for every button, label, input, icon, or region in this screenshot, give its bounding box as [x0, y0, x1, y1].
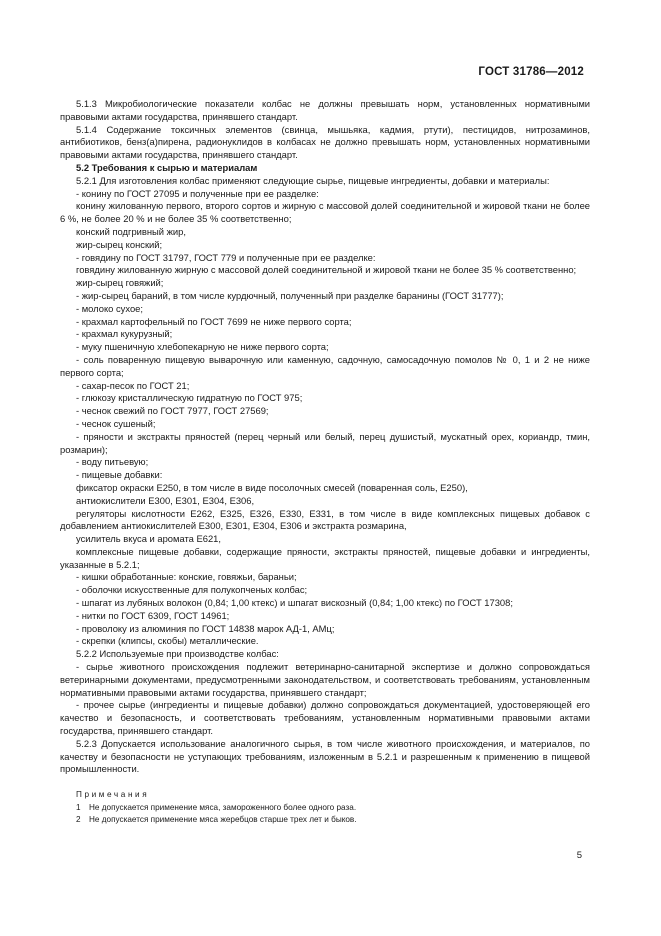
list-item: - крахмал картофельный по ГОСТ 7699 не ниже первого сорта; — [76, 315, 352, 327]
paragraph-5-2-2: 5.2.2 Используемые при производстве колбас: — [76, 648, 279, 660]
list-item: - сырье животного происхождения подлежит ветеринарно-санитарной экспертизе и должно сопровождаться ветеринарными документами, предусмотренными законодательством, и соответствовать требованиям, установленным нормативными правовыми актами государства, принявшего стандарт; — [60, 661, 590, 698]
list-item: - глюкозу кристаллическую гидратную по ГОСТ 975; — [76, 392, 303, 404]
list-item: антиокислители Е300, Е301, Е304, Е306, — [76, 494, 255, 506]
list-item: - молоко сухое; — [76, 302, 143, 314]
list-item: конский подгривный жир, — [76, 225, 186, 237]
note-item — [60, 814, 590, 826]
paragraph-5-2-2-block — [60, 648, 590, 738]
list-item: - кишки обработанные: конские, говяжьи, бараньи; — [76, 571, 297, 583]
list-item: - жир-сырец бараний, в том числе курдючный, полученный при разделке баранины (ГОСТ 31777); — [76, 289, 504, 301]
list-item: конину жилованную первого, второго сортов и жирную с массовой долей соединительной и жировой ткани не более 6 %, не более 20 % и не более 35 % соответственно; — [60, 200, 590, 225]
list-item: говядину жилованную жирную с массовой долей соединительной и жировой ткани не более 35 % соответственно; — [76, 264, 577, 276]
list-item: - муку пшеничную хлебопекарную не ниже первого сорта; — [76, 341, 329, 353]
list-item: фиксатор окраски Е250, в том числе в виде посолочных смесей (поваренная соль, Е250), — [76, 481, 468, 493]
list-item: - нитки по ГОСТ 6309, ГОСТ 14961; — [76, 609, 230, 621]
list-item: - сахар-песок по ГОСТ 21; — [76, 379, 190, 391]
notes-title: Примечания — [76, 790, 150, 800]
standard-header: ГОСТ 31786—2012 — [478, 66, 584, 78]
note-text: Не допускается применение мяса жеребцов старше трех лет и быков. — [89, 814, 357, 824]
list-item: усилитель вкуса и аромата Е621, — [76, 533, 221, 545]
materials-list — [60, 188, 590, 649]
note-number: 2 — [76, 814, 81, 824]
notes-block — [60, 789, 590, 826]
list-item: - чеснок свежий по ГОСТ 7977, ГОСТ 27569; — [76, 405, 269, 417]
list-item: - скрепки (клипсы, скобы) металлические. — [76, 635, 259, 647]
list-item: - проволоку из алюминия по ГОСТ 14838 марок АД-1, АМц; — [76, 622, 335, 634]
note-number: 1 — [76, 802, 81, 812]
list-item: жир-сырец говяжий; — [76, 277, 164, 289]
paragraph-5-2-1: 5.2.1 Для изготовления колбас применяют следующие сырье, пищевые ингредиенты, добавки и материалы: — [76, 174, 550, 186]
list-item: комплексные пищевые добавки, содержащие пряности, экстракты пряностей, пищевые добавки и ингредиенты, указанные в 5.2.1; — [60, 545, 590, 570]
list-item: - воду питьевую; — [76, 456, 149, 468]
list-item: - говядину по ГОСТ 31797, ГОСТ 779 и полученные при ее разделке: — [76, 251, 376, 263]
paragraph-5-2-3: 5.2.3 Допускается использование аналогичного сырья, в том числе животного происхождения, и материалов, по качеству и безопасности не уступающих требованиям, изложенным в 5.2.1 и разрешенным к применению в пищевой промышленности. — [60, 737, 590, 775]
list-item: - прочее сырье (ингредиенты и пищевые добавки) должно сопровождаться документацией, удостоверяющей его качество и безопасность, и соответствовать требованиям, установленным нормативными правовыми актами государства, принявшего стандарт. — [60, 699, 590, 737]
document-body — [60, 98, 590, 826]
page-number: 5 — [576, 850, 582, 861]
paragraph-5-1-3: 5.1.3 Микробиологические показатели колбас не должны превышать норм, установленных нормативными правовыми актами государства, принявшего стандарт. — [60, 98, 590, 122]
list-item: - соль поваренную пищевую выварочную или каменную, садочную, самосадочную помолов № 0, 1 и 2 не ниже первого сорта; — [60, 353, 590, 378]
note-item — [60, 802, 590, 814]
list-item: - конину по ГОСТ 27095 и полученные при ее разделке: — [76, 187, 319, 199]
note-text: Не допускается применение мяса, замороженного более одного раза. — [89, 802, 357, 812]
list-item: регуляторы кислотности Е262, Е325, Е326, Е330, Е331, в том числе в виде комплексных пищевых добавок с добавлением антиокислителей Е300, Е301, Е304, Е306 и экстракта розмарина, — [60, 507, 590, 532]
list-item: - пищевые добавки: — [76, 469, 163, 481]
list-item: - шпагат из лубяных волокон (0,84; 1,00 ктекс) и шпагат вискозный (0,84; 1,00 ктекс) по ГОСТ 17308; — [76, 597, 513, 609]
list-item: жир-сырец конский; — [76, 238, 163, 250]
list-item: - оболочки искусственные для полукопченых колбас; — [76, 584, 308, 596]
list-item: - пряности и экстракты пряностей (перец черный или белый, перец душистый, мускатный орех, кориандр, тмин, розмарин); — [60, 430, 590, 455]
list-item: - крахмал кукурузный; — [76, 328, 173, 340]
list-item: - чеснок сушеный; — [76, 417, 156, 429]
paragraph-5-1-4: 5.1.4 Содержание токсичных элементов (свинца, мышьяка, кадмия, ртути), пестицидов, нитрозаминов, антибиотиков, бенз(а)пирена, радионуклидов в колбасах не должно превышать норм, установленных нормативными правовыми актами государства, принявшего стандарт. — [60, 123, 590, 161]
section-heading-5-2: 5.2 Требования к сырью и материалам — [76, 161, 258, 173]
